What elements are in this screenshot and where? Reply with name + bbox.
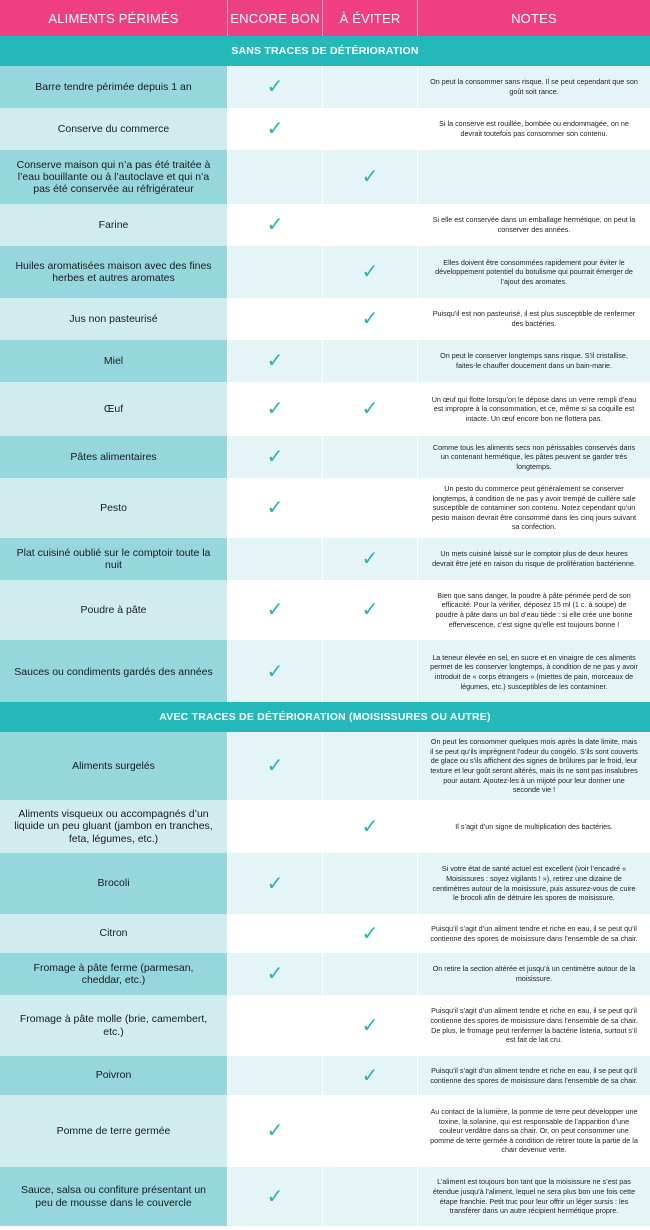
checkmark-icon: ✓: [266, 1185, 284, 1208]
still-good-cell: [228, 436, 323, 478]
still-good-cell: [228, 108, 323, 150]
table-row: [0, 1167, 650, 1226]
checkmark-icon: ✓: [361, 166, 379, 188]
checkmark-icon: ✓: [266, 118, 284, 140]
table-row: [0, 478, 650, 538]
avoid-cell: [323, 436, 418, 478]
table-row: [0, 204, 650, 246]
food-name: Citron: [0, 914, 228, 953]
avoid-cell: [323, 995, 418, 1056]
food-note: [418, 150, 650, 204]
table-row: [0, 800, 650, 853]
checkmark-icon: ✓: [361, 922, 379, 945]
food-note: Bien que sans danger, la poudre à pâte périmée perd de son efficacité. Pour la vérifier, déposez 15 ml (1 c. à soupe) de poudre à pâte dans un bol d’eau tiède : si elle crée une bonne effervescence, c’est signe qu’elle est toujours bonne !: [418, 580, 650, 640]
table-row: [0, 538, 650, 580]
avoid-cell: [323, 580, 418, 640]
checkmark-icon: ✓: [266, 661, 284, 683]
checkmark-icon: ✓: [266, 872, 284, 895]
avoid-cell: [323, 800, 418, 853]
table-row: [0, 340, 650, 382]
avoid-cell: [323, 382, 418, 436]
checkmark-icon: ✓: [266, 963, 284, 985]
avoid-cell: [323, 640, 418, 704]
food-note: Puisqu’il s’agit d’un aliment tendre et riche en eau, il se peut qu’il contienne des spores de moisissure dans l’ensemble de sa chair.: [418, 1056, 650, 1095]
table-row: [0, 436, 650, 478]
food-note: Un mets cuisiné laissé sur le comptoir plus de deux heures devrait être jeté en raison du risque de prolifération bactérienne.: [418, 538, 650, 580]
food-name: Jus non pasteurisé: [0, 298, 228, 340]
checkmark-icon: ✓: [266, 76, 284, 98]
food-name: Miel: [0, 340, 228, 382]
still-good-cell: [228, 478, 323, 538]
food-note: Puisqu’il est non pasteurisé, il est plus susceptible de renfermer des bactéries.: [418, 298, 650, 340]
avoid-cell: [323, 66, 418, 108]
still-good-cell: [228, 538, 323, 580]
food-note: Si la conserve est rouillée, bombée ou endommagée, on ne devrait toutefois pas consommer son contenu.: [418, 108, 650, 150]
still-good-cell: [228, 732, 323, 800]
checkmark-icon: ✓: [266, 350, 284, 372]
table-row: [0, 640, 650, 704]
food-note: Puisqu’il s’agit d’un aliment tendre et riche en eau, il se peut qu’il contienne des spores de moisissure dans l’ensemble de sa chair.: [418, 914, 650, 953]
header-avoid: À ÉVITER: [323, 0, 418, 36]
food-note: Elles doivent être consommées rapidement pour éviter le développement potentiel du botulisme qui pourrait émerger de l’ajout des aromates.: [418, 246, 650, 298]
checkmark-icon: ✓: [266, 214, 284, 236]
checkmark-icon: ✓: [266, 599, 284, 621]
section-header: SANS TRACES DE DÉTÉRIORATION: [0, 36, 650, 66]
checkmark-icon: ✓: [361, 1014, 379, 1037]
still-good-cell: [228, 953, 323, 995]
food-name: Barre tendre périmée depuis 1 an: [0, 66, 228, 108]
food-name: Sauces ou condiments gardés des années: [0, 640, 228, 704]
food-name: Pâtes alimentaires: [0, 436, 228, 478]
food-note: On peut les consommer quelques mois après la date limite, mais il se peut qu’ils imprègnent l’odeur du congélo. S’ils sont couverts de glace ou s’ils affichent des signes de brûlures par le froid, leur texture et leur goût seront altérés, mais ils ne sont pas insalubres pour autant. Ajoutez-les à un mijoté pour leur donner une seconde vie !: [418, 732, 650, 800]
avoid-cell: [323, 204, 418, 246]
food-note: Un œuf qui flotte lorsqu’on le dépose dans un verre rempli d’eau est impropre à la consommation, et ce, même si sa coquille est intacte. Un œuf encore bon ne flottera pas.: [418, 382, 650, 436]
table-row: [0, 66, 650, 108]
food-name: Fromage à pâte molle (brie, camembert, etc.): [0, 995, 228, 1056]
checkmark-icon: ✓: [361, 308, 379, 330]
food-name: Plat cuisiné oublié sur le comptoir toute la nuit: [0, 538, 228, 580]
table-header: [0, 0, 650, 36]
still-good-cell: [228, 150, 323, 204]
still-good-cell: [228, 246, 323, 298]
table-row: [0, 580, 650, 640]
table-row: [0, 995, 650, 1056]
food-name: Huiles aromatisées maison avec des fines herbes et autres aromates: [0, 246, 228, 298]
checkmark-icon: ✓: [361, 548, 379, 570]
food-note: On retire la section altérée et jusqu’à un centimètre autour de la moisissure.: [418, 953, 650, 995]
food-note: Si elle est conservée dans un emballage hermétique, on peut la conserver des années.: [418, 204, 650, 246]
avoid-cell: [323, 108, 418, 150]
avoid-cell: [323, 538, 418, 580]
food-name: Conserve du commerce: [0, 108, 228, 150]
still-good-cell: [228, 800, 323, 853]
still-good-cell: [228, 382, 323, 436]
food-name: Farine: [0, 204, 228, 246]
food-note: La teneur élevée en sel, en sucre et en vinaigre de ces aliments permet de les conserver longtemps, à condition de ne pas y avoir introduit de « corps étrangers » (miettes de pain, morceaux de légumes, etc.) susceptibles de les contaminer.: [418, 640, 650, 704]
header-notes: NOTES: [511, 10, 557, 26]
still-good-cell: [228, 995, 323, 1056]
still-good-cell: [228, 66, 323, 108]
table-row: [0, 1056, 650, 1095]
still-good-cell: [228, 1167, 323, 1226]
still-good-cell: [228, 1095, 323, 1167]
food-name: Poudre à pâte: [0, 580, 228, 640]
table-row: [0, 732, 650, 800]
header-still-good: ENCORE BON: [228, 0, 323, 36]
checkmark-icon: ✓: [266, 497, 284, 519]
table-row: [0, 914, 650, 953]
still-good-cell: [228, 298, 323, 340]
food-name: Poivron: [0, 1056, 228, 1095]
avoid-cell: [323, 953, 418, 995]
food-name: Sauce, salsa ou confiture présentant un peu de mousse dans le couvercle: [0, 1167, 228, 1226]
avoid-cell: [323, 246, 418, 298]
table-row: [0, 853, 650, 914]
avoid-cell: [323, 340, 418, 382]
still-good-cell: [228, 340, 323, 382]
avoid-cell: [323, 1167, 418, 1226]
food-name: Aliments surgelés: [0, 732, 228, 800]
food-name: Brocoli: [0, 853, 228, 914]
table-row: [0, 298, 650, 340]
avoid-cell: [323, 1095, 418, 1167]
checkmark-icon: ✓: [266, 446, 284, 468]
food-note: On peut la consommer sans risque. Il se peut cependant que son goût soit rance.: [418, 66, 650, 108]
food-note: Un pesto du commerce peut généralement se conserver longtemps, à condition de ne pas y avoir trempé de cuillère sale susceptible de contaminer son contenu. Notez cependant qu’un pesto maison devrait être consommé dans les cinq jours suivant sa confection.: [418, 478, 650, 538]
checkmark-icon: ✓: [266, 398, 284, 420]
food-note: Comme tous les aliments secs non périssables conservés dans un contenant hermétique, les pâtes peuvent se garder très longtemps.: [418, 436, 650, 478]
checkmark-icon: ✓: [361, 261, 379, 283]
avoid-cell: [323, 732, 418, 800]
checkmark-icon: ✓: [361, 599, 379, 621]
still-good-cell: [228, 580, 323, 640]
avoid-cell: [323, 914, 418, 953]
table-row: [0, 953, 650, 995]
table-row: [0, 108, 650, 150]
food-name: Conserve maison qui n’a pas été traitée à l’eau bouillante ou à l’autoclave et qui n’a pas été conservée au réfrigérateur: [0, 150, 228, 204]
still-good-cell: [228, 1056, 323, 1095]
still-good-cell: [228, 640, 323, 704]
table-row: [0, 150, 650, 204]
avoid-cell: [323, 150, 418, 204]
food-name: Pesto: [0, 478, 228, 538]
section-header: AVEC TRACES DE DÉTÉRIORATION (MOISISSURES OU AUTRE): [0, 702, 650, 732]
food-name: Aliments visqueux ou accompagnés d’un liquide un peu gluant (jambon en tranches, feta, légumes, etc.): [0, 800, 228, 853]
table-row: [0, 382, 650, 436]
food-note: Si votre état de santé actuel est excellent (voir l’encadré « Moisissures : soyez vigilants ! »), retirez une dizaine de centimètres autour de la moisissure, puis assurez-vous de cuire le brocoli afin de détruire les spores de moisissure.: [418, 853, 650, 914]
avoid-cell: [323, 478, 418, 538]
avoid-cell: [323, 853, 418, 914]
checkmark-icon: ✓: [266, 755, 284, 777]
food-note: On peut le conserver longtemps sans risque. S’il cristallise, faites-le chauffer doucement dans un bain-marie.: [418, 340, 650, 382]
food-name: Fromage à pâte ferme (parmesan, cheddar, etc.): [0, 953, 228, 995]
food-note: Il s’agit d’un signe de multiplication des bactéries.: [418, 800, 650, 853]
checkmark-icon: ✓: [361, 815, 379, 838]
still-good-cell: [228, 914, 323, 953]
food-note: L’aliment est toujours bon tant que la moisissure ne s’est pas étendue jusqu’à l’aliment, lequel ne sera plus bon une fois cette étape franchie. Petit truc pour leur offrir un léger sursis : les transférer dans un autre récipient hermétique propre.: [418, 1167, 650, 1226]
checkmark-icon: ✓: [266, 1120, 284, 1142]
header-food: ALIMENTS PÉRIMÉS: [0, 0, 228, 36]
table-row: [0, 246, 650, 298]
food-name: Œuf: [0, 382, 228, 436]
food-note: Puisqu’il s’agit d’un aliment tendre et riche en eau, il se peut qu’il contienne des spores de moisissure dans l’ensemble de sa chair. De plus, le fromage peut renfermer la bactérie listeria, surtout s’il est fait de lait cru.: [418, 995, 650, 1056]
table-row: [0, 1095, 650, 1167]
still-good-cell: [228, 853, 323, 914]
food-name: Pomme de terre germée: [0, 1095, 228, 1167]
avoid-cell: [323, 298, 418, 340]
avoid-cell: [323, 1056, 418, 1095]
checkmark-icon: ✓: [361, 1064, 379, 1087]
still-good-cell: [228, 204, 323, 246]
food-note: Au contact de la lumière, la pomme de terre peut développer une toxine, la solanine, qui est responsable de l’apparition d’une couleur verdâtre dans sa chair. Or, on peut consommer une pomme de terre germée à condition de retirer toute la partie de la chair devenue verte.: [418, 1095, 650, 1167]
checkmark-icon: ✓: [361, 398, 379, 420]
